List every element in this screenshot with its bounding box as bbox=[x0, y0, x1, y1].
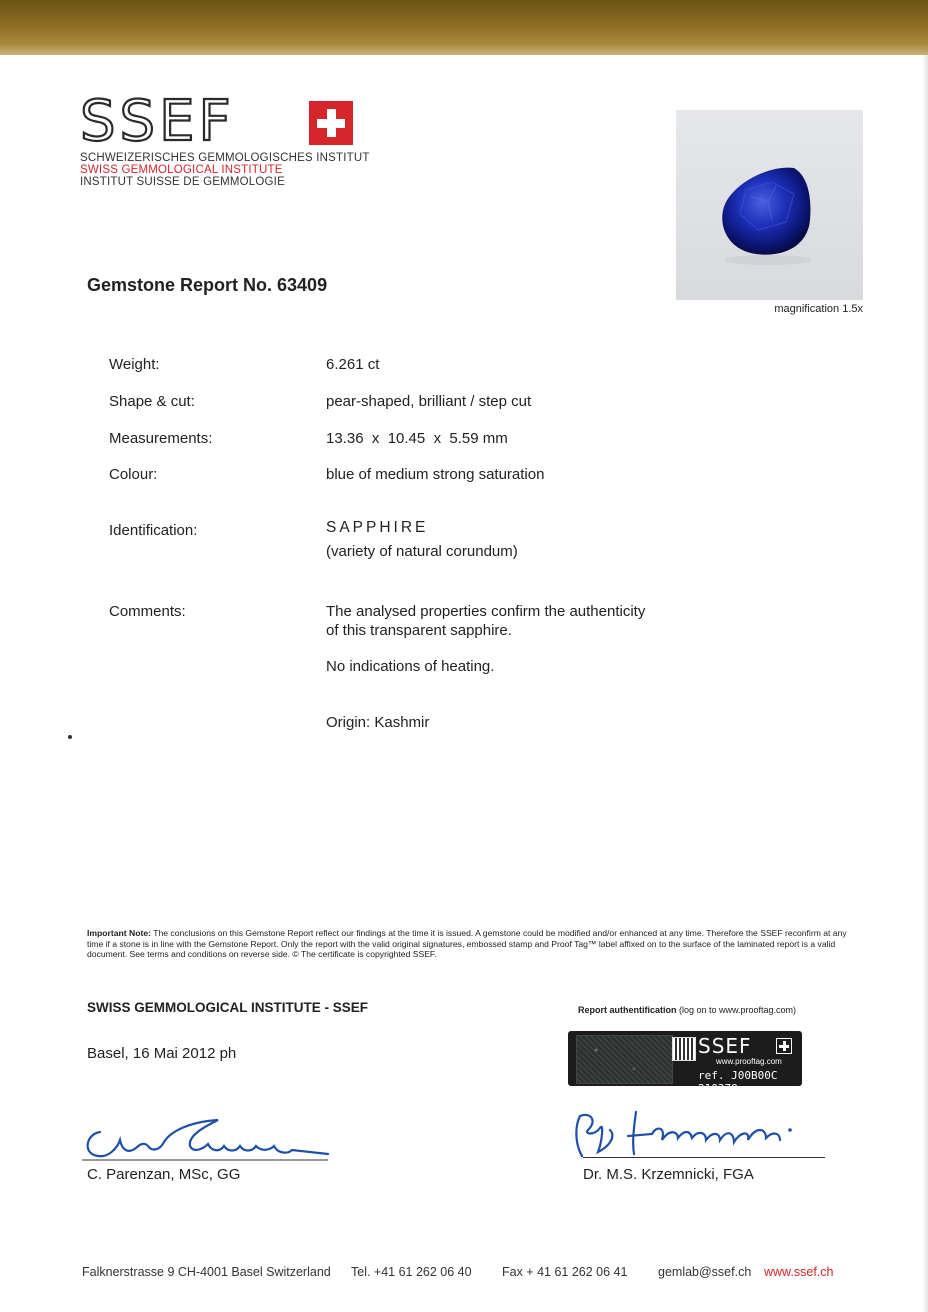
auth-label-rest: (log on to www.prooftag.com) bbox=[676, 1005, 797, 1015]
footer-fax: Fax + 41 61 262 06 41 bbox=[502, 1265, 628, 1279]
important-note bbox=[87, 928, 847, 960]
signatory-left: C. Parenzan, MSc, GG bbox=[87, 1166, 241, 1183]
colour-value: blue of medium strong saturation bbox=[326, 466, 545, 483]
measurements-label: Measurements: bbox=[109, 430, 213, 447]
weight-value: 6.261 ct bbox=[326, 356, 380, 373]
prooftag-bubble-code bbox=[576, 1035, 673, 1084]
measurements-value: 13.36 x 10.45 x 5.59 mm bbox=[326, 430, 508, 447]
signature-line-right bbox=[583, 1157, 825, 1158]
signatory-right: Dr. M.S. Krzemnicki, FGA bbox=[583, 1166, 754, 1183]
sapphire-image bbox=[676, 110, 863, 300]
report-title: Gemstone Report No. 63409 bbox=[87, 275, 328, 295]
logo-wordmark: SSEF bbox=[80, 89, 235, 154]
institute-name-de: SCHWEIZERISCHES GEMMOLOGISCHES INSTITUT bbox=[80, 152, 370, 164]
identification-detail: (variety of natural corundum) bbox=[326, 543, 518, 560]
issuer-name: SWISS GEMMOLOGICAL INSTITUTE - SSEF bbox=[87, 1000, 369, 1015]
prooftag-url: www.prooftag.com bbox=[716, 1057, 782, 1066]
speck bbox=[68, 735, 72, 739]
heating-statement: No indications of heating. bbox=[326, 658, 495, 675]
footer-address: Falknerstrasse 9 CH-4001 Basel Switzerland bbox=[82, 1265, 331, 1279]
page-edge bbox=[922, 55, 928, 1312]
note-heading: Important Note: bbox=[87, 928, 151, 938]
swiss-cross-icon bbox=[776, 1038, 792, 1054]
note-text: The conclusions on this Gemstone Report reflect our findings at the time it is issued. A gemstone could be modified and/or enhanced at any time. Therefore the SSEF reconfirm at any time if a stone is in line with the Gemstone Report. Only the report with the valid original signatures, embossed stamp and Proof Tag™ label affixed on to the surface of the laminated report is a valid document. See terms and conditions on reverse side. © The certificate is copyrighted SSEF. bbox=[87, 928, 847, 959]
comments-label: Comments: bbox=[109, 603, 186, 620]
identification-label: Identification: bbox=[109, 522, 198, 539]
prooftag-reference: ref. J00B00C 210378 bbox=[698, 1069, 778, 1095]
auth-label-bold: Report authentification bbox=[578, 1005, 677, 1015]
footer-website[interactable]: www.ssef.ch bbox=[764, 1265, 834, 1279]
magnification-caption: magnification 1.5x bbox=[774, 303, 863, 315]
institute-name-en: SWISS GEMMOLOGICAL INSTITUTE bbox=[80, 164, 283, 176]
footer-email[interactable]: gemlab@ssef.ch bbox=[658, 1265, 752, 1279]
shape-cut-label: Shape & cut: bbox=[109, 393, 195, 410]
binder-top-band bbox=[0, 0, 928, 55]
weight-label: Weight: bbox=[109, 356, 160, 373]
origin-statement: Origin: Kashmir bbox=[326, 714, 430, 731]
footer-telephone: Tel. +41 61 262 06 40 bbox=[351, 1265, 472, 1279]
signature-left bbox=[78, 1110, 338, 1166]
comments-line-2: of this transparent sapphire. bbox=[326, 622, 512, 639]
prooftag-label bbox=[568, 1031, 802, 1095]
colour-label: Colour: bbox=[109, 466, 158, 483]
institute-name-fr: INSTITUT SUISSE DE GEMMOLOGIE bbox=[80, 176, 285, 188]
prooftag-brand: SSEF bbox=[698, 1034, 752, 1058]
shape-cut-value: pear-shaped, brilliant / step cut bbox=[326, 393, 532, 410]
report-authentication-label bbox=[578, 1005, 796, 1015]
identification-value: SAPPHIRE bbox=[326, 519, 429, 536]
ssef-logo bbox=[80, 89, 235, 154]
issue-place-date: Basel, 16 Mai 2012 ph bbox=[87, 1045, 237, 1062]
gemstone-photo bbox=[676, 110, 863, 300]
datamatrix-icon bbox=[672, 1037, 696, 1061]
swiss-cross-icon bbox=[309, 101, 353, 145]
comments-line-1: The analysed properties confirm the authenticity bbox=[326, 603, 646, 620]
